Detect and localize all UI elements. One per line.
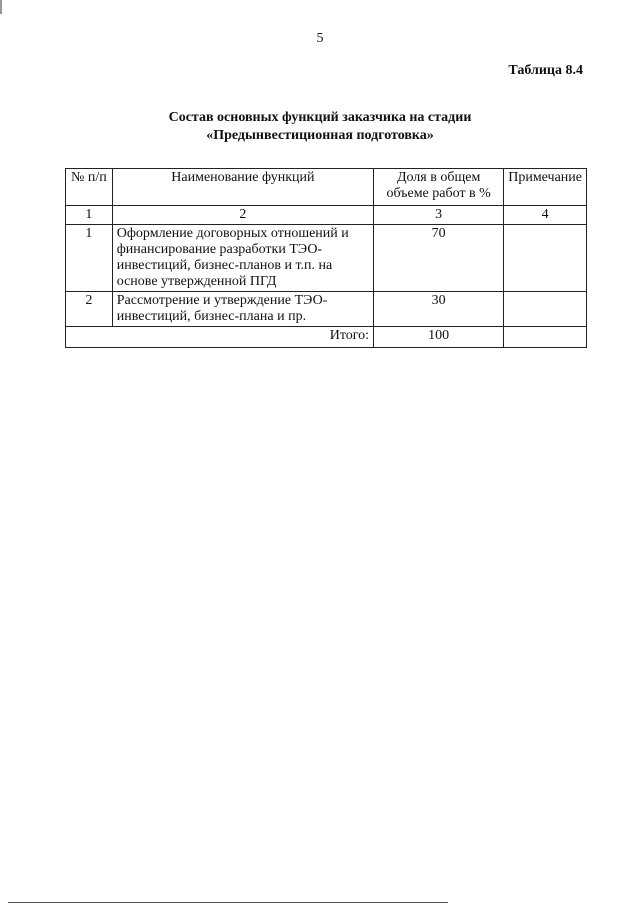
table-row (66, 292, 587, 327)
page-number: 5 (316, 31, 324, 46)
row-number: 2 (66, 292, 113, 327)
column-number-4: 4 (504, 206, 587, 225)
column-number-row (66, 206, 587, 225)
functions-table (65, 168, 587, 348)
table-label: Таблица 8.4 (508, 63, 583, 78)
column-number-2: 2 (112, 206, 373, 225)
table-row (66, 225, 587, 292)
total-note (504, 327, 587, 348)
title-line-2: «Предынвестиционная подготовка» (206, 128, 434, 143)
header-note: Примечание (504, 169, 587, 206)
document-title (0, 109, 640, 145)
row-function-name: Оформление договорных отношений и финансирование разработки ТЭО-инвестиций, бизнес-планов и т.п. на основе утвержденной ПГД (112, 225, 373, 292)
table-header-row (66, 169, 587, 206)
row-note (504, 292, 587, 327)
bottom-edge-line (8, 902, 448, 903)
row-function-name: Рассмотрение и утверждение ТЭО-инвестиций, бизнес-плана и пр. (112, 292, 373, 327)
row-note (504, 225, 587, 292)
header-function-name: Наименование функций (112, 169, 373, 206)
column-number-3: 3 (374, 206, 504, 225)
total-row (66, 327, 587, 348)
column-number-1: 1 (66, 206, 113, 225)
header-number: № п/п (66, 169, 113, 206)
row-share: 70 (374, 225, 504, 292)
total-value: 100 (374, 327, 504, 348)
row-share: 30 (374, 292, 504, 327)
title-line-1: Состав основных функций заказчика на стадии (168, 110, 472, 125)
total-label: Итого: (66, 327, 374, 348)
header-share: Доля в общем объеме работ в % (374, 169, 504, 206)
scan-edge-mark (0, 0, 2, 14)
row-number: 1 (66, 225, 113, 292)
